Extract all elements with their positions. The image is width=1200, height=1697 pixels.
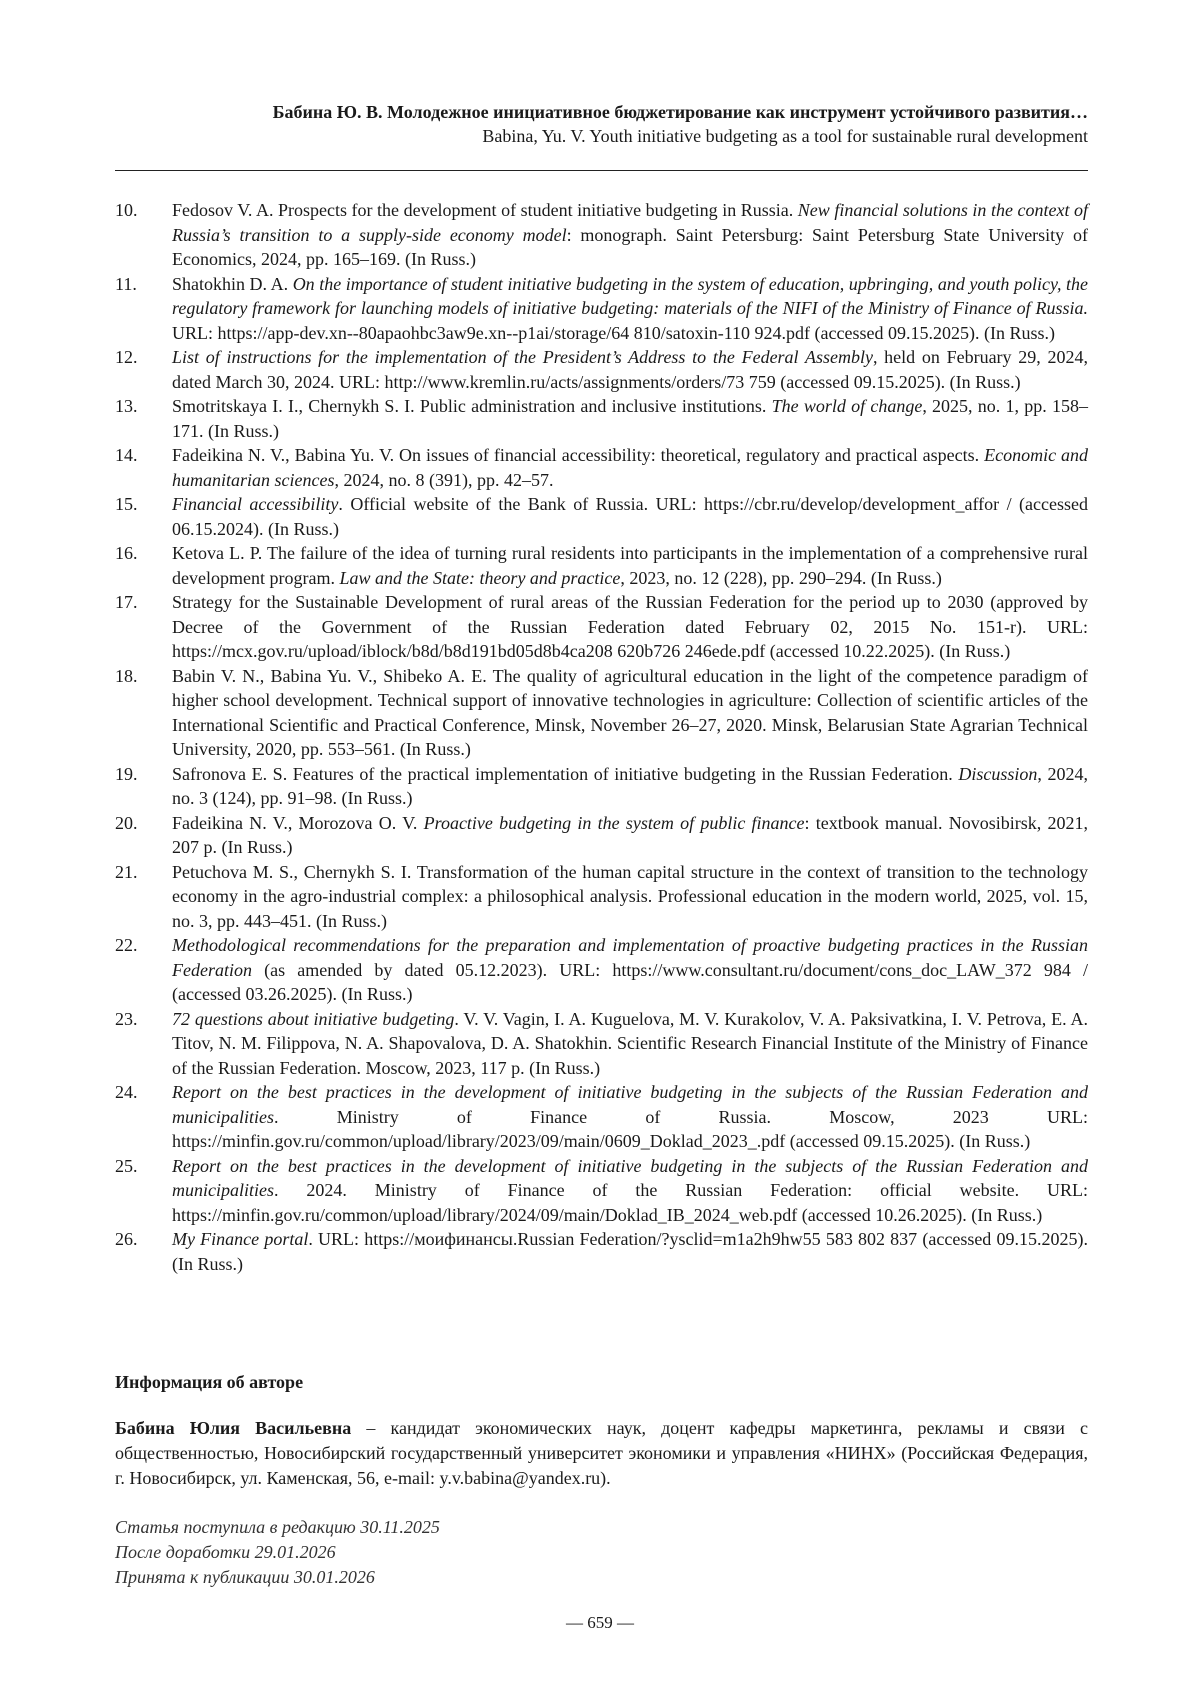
reference-number: 18. (115, 665, 138, 686)
reference-title-italic: Report on the best practices in the development of initiative budgeting in the subjects of the Russian Federation and municipalities (172, 1155, 1088, 1200)
reference-number: 20. (115, 812, 138, 833)
reference-text-part: Strategy for the Sustainable Development of rural areas of the Russian Federation for the period up to 2030 (approved by Decree of the Government of the Russian Federation dated February 02, 2015 No. 151-r). URL: https://mcx.gov.ru/upload/iblock/b8d/b8d191bd05d8b4ca208 620b726 246ede.pdf (accessed 10.22.2025). (In Russ.) (172, 592, 1088, 661)
reference-number: 12. (115, 347, 138, 367)
reference-text-part: . URL: https://моифинансы.Russian Federation/?ysclid=m1a2h9hw55 583 802 837 (accessed 09.15.2025). (In Russ.) (172, 1229, 1088, 1274)
reference-item (115, 1080, 1088, 1154)
reference-text-part: URL: https://app-dev.xn--80apaohbc3aw9e.xn--p1ai/storage/64 810/satoxin-110 924.pdf (accessed 09.15.2025). (In Russ.) (172, 322, 1055, 343)
reference-title-italic: The world of change (771, 396, 923, 416)
reference-text (172, 1007, 1088, 1081)
reference-text (172, 590, 1088, 664)
reference-item (115, 762, 1088, 811)
author-name: Бабина Юлия Васильевна (115, 1418, 352, 1438)
reference-text (172, 811, 1088, 860)
reference-number: 19. (115, 763, 138, 784)
reference-number: 17. (115, 592, 138, 612)
reference-text (172, 394, 1088, 443)
reference-text (172, 443, 1088, 492)
reference-item (115, 590, 1088, 664)
reference-text (172, 860, 1088, 934)
reference-text (172, 762, 1088, 811)
reference-title-italic: My Finance portal (172, 1229, 309, 1249)
reference-text (172, 541, 1088, 590)
reference-title-italic: New financial solutions in the context of Russia’s transition to a supply-side economy model (172, 200, 1089, 245)
reference-item (115, 492, 1088, 541)
date-revised: После доработки 29.01.2026 (115, 1542, 336, 1562)
reference-text (172, 933, 1088, 1007)
reference-text-part: Babin V. N., Babina Yu. V., Shibeko A. E. The quality of agricultural education in the light of the competence paradigm of higher school development. Technical support of innovative technologies in agriculture: Collection of scientific articles of the International Scientific and Practical Conference, Minsk, November 26–27, 2020. Minsk, Belarusian State Agrarian Technical University, 2020, pp. 553–561. (In Russ.) (172, 665, 1088, 759)
reference-text-part: , held on February 29, 2024, dated March 30, 2024. URL: http://www.kremlin.ru/acts/assignments/orders/73 759 (accessed 09.15.2025). (In Russ.) (172, 347, 1088, 392)
reference-text (172, 272, 1088, 346)
reference-item (115, 272, 1088, 346)
reference-number: 11. (115, 273, 137, 294)
reference-text (172, 492, 1088, 541)
running-header (115, 100, 1088, 148)
reference-item (115, 345, 1088, 394)
reference-title-italic: List of instructions for the implementation of the President’s Address to the Federal Assembly (172, 347, 873, 367)
reference-text-part: Ketova L. P. The failure of the idea of turning rural residents into participants in the implementation of a comprehensive rural development program. (172, 543, 1088, 588)
reference-title-italic: Law and the State: theory and practice (339, 567, 621, 588)
reference-text-part: Smotritskaya I. I., Chernykh S. I. Public administration and inclusive institutions. (172, 396, 772, 416)
reference-text-part: : textbook manual. Novosibirsk, 2021, 207 p. (In Russ.) (172, 812, 1088, 857)
reference-text-part: , 2024, no. 8 (391), pp. 42–57. (334, 469, 554, 490)
reference-item (115, 860, 1088, 934)
reference-text (172, 1154, 1088, 1228)
reference-number: 26. (115, 1229, 138, 1249)
reference-title-italic: On the importance of student initiative budgeting in the system of education, upbringing, and youth policy, the regulatory framework for launching models of initiative budgeting: materials of the NIFI of the Ministry of Finance of Russia. (172, 273, 1088, 318)
reference-number: 25. (115, 1155, 138, 1176)
reference-number: 21. (115, 861, 138, 882)
reference-text (172, 1227, 1088, 1276)
reference-text-part: , 2025, no. 1, pp. 158–171. (In Russ.) (172, 396, 1089, 441)
reference-text (172, 198, 1088, 272)
reference-number: 13. (115, 396, 138, 416)
reference-text-part: Safronova E. S. Features of the practical implementation of initiative budgeting in the Russian Federation. (172, 763, 959, 784)
date-received: Статья поступила в редакцию 30.11.2025 (115, 1517, 440, 1537)
reference-text-part: . Ministry of Finance of Russia. Moscow, 2023 URL: https://minfin.gov.ru/common/upload/library/2023/09/main/0609_Doklad_2023_.pdf (accessed 09.15.2025). (In Russ.) (172, 1106, 1088, 1151)
reference-item (115, 664, 1088, 762)
reference-item (115, 933, 1088, 1007)
reference-number: 10. (115, 200, 138, 220)
reference-text (172, 664, 1088, 762)
reference-item (115, 198, 1088, 272)
reference-title-italic: Discussion (958, 763, 1038, 784)
reference-title-italic: Financial accessibility (172, 494, 339, 514)
reference-text-part: Fedosov V. A. Prospects for the development of student initiative budgeting in Russia. (172, 200, 798, 220)
reference-title-italic: Report on the best practices in the development of initiative budgeting in the subjects of the Russian Federation and municipalities (172, 1082, 1088, 1127)
reference-text-part: Petuchova M. S., Chernykh S. I. Transformation of the human capital structure in the context of transition to the technology economy in the agro-industrial complex: a philosophical analysis. Professional education in the modern world, 2025, vol. 15, no. 3, pp. 443–451. (In Russ.) (172, 861, 1088, 931)
reference-item (115, 443, 1088, 492)
author-info-heading: Информация об авторе (115, 1372, 304, 1392)
author-info (115, 1416, 1088, 1491)
reference-list (115, 198, 1088, 1276)
reference-text-part: : monograph. Saint Petersburg: Saint Petersburg State University of Economics, 2024, pp. 165–169. (In Russ.) (172, 224, 1088, 269)
reference-item (115, 1154, 1088, 1228)
reference-number: 16. (115, 543, 138, 563)
reference-text-part: Fadeikina N. V., Morozova O. V. (172, 812, 424, 833)
reference-text-part: Fadeikina N. V., Babina Yu. V. On issues of financial accessibility: theoretical, regulatory and practical aspects. (172, 445, 985, 465)
reference-item (115, 811, 1088, 860)
running-header-ru: Бабина Ю. В. Молодежное инициативное бюджетирование как инструмент устойчивого развития… (272, 102, 1088, 122)
running-header-en: Babina, Yu. V. Youth initiative budgeting as a tool for sustainable rural development (482, 126, 1088, 146)
date-accepted: Принята к публикации 30.01.2026 (115, 1567, 375, 1587)
reference-text-part: . 2024. Ministry of Finance of the Russian Federation: official website. URL: https://minfin.gov.ru/common/upload/library/2024/09/main/Doklad_IB_2024_web.pdf (accessed 10.26.2025). (In Russ.) (172, 1180, 1088, 1225)
reference-text-part: . V. V. Vagin, I. A. Kuguelova, M. V. Kurakolov, V. A. Paksivatkina, I. V. Petrova, E. A. Titov, N. M. Filippova, N. A. Shapovalova, D. A. Shatokhin. Scientific Research Financial Institute of the Ministry of Finance of the Russian Federation. Moscow, 2023, 117 p. (In Russ.) (172, 1008, 1088, 1078)
reference-number: 23. (115, 1008, 138, 1029)
reference-item (115, 1227, 1088, 1276)
reference-text (172, 1080, 1088, 1154)
reference-item (115, 541, 1088, 590)
reference-title-italic: 72 questions about initiative budgeting (172, 1008, 455, 1029)
reference-title-italic: Economic and humanitarian sciences (172, 445, 1088, 490)
reference-item (115, 394, 1088, 443)
reference-title-italic: Methodological recommendations for the preparation and implementation of proactive budgeting practices in the Russian Federation (172, 935, 1088, 980)
reference-text-part: . Official website of the Bank of Russia. URL: https://cbr.ru/develop/development_affor / (accessed 06.15.2024). (In Russ.) (172, 494, 1089, 539)
reference-title-italic: Proactive budgeting in the system of public finance (423, 812, 805, 833)
reference-number: 22. (115, 935, 138, 955)
reference-number: 15. (115, 494, 138, 514)
header-divider (115, 170, 1088, 171)
reference-item (115, 1007, 1088, 1081)
reference-number: 24. (115, 1082, 138, 1102)
reference-text-part: , 2024, no. 3 (124), pp. 91–98. (In Russ.) (172, 763, 1088, 808)
article-dates (115, 1515, 715, 1590)
reference-text-part: (as amended by dated 05.12.2023). URL: https://www.consultant.ru/document/cons_doc_LAW_372 984 / (accessed 03.26.2025). (In Russ.) (172, 959, 1088, 1004)
reference-text (172, 345, 1088, 394)
author-bio: – кандидат экономических наук, доцент кафедры маркетинга, рекламы и связи с общественностью, Новосибирский государственный университет экономики и управления «НИНХ» (Российская Федерация, г. Новосибирск, ул. Каменская, 56, e-mail: y.v.babina@yandex.ru). (115, 1418, 1089, 1488)
reference-text-part: Shatokhin D. A. (172, 273, 293, 294)
reference-number: 14. (115, 445, 138, 465)
reference-text-part: , 2023, no. 12 (228), pp. 290–294. (In Russ.) (620, 567, 942, 588)
page-number: — 659 — (566, 1613, 634, 1632)
